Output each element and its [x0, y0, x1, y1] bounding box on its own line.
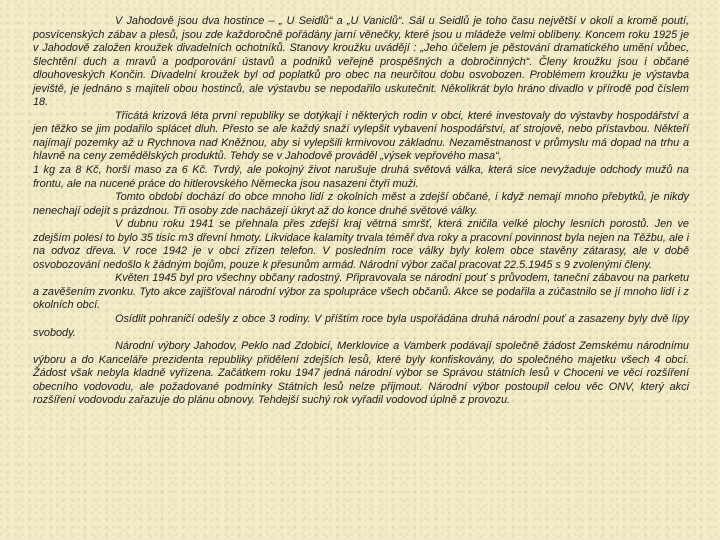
paragraph-pohranici: Osídlit pohraničí odešly z obce 3 rodiny. V příštím roce byla uspořádána druhá národní pouť a zasazeny byly dvě lípy svobody.	[33, 313, 689, 339]
paragraph-ceny-masa: 1 kg za 8 Kč, horší maso za 6 Kč. Tvrdý, ale pokojný život narušuje druhá světová válka, která sice nevyžaduje odchody mužů na frontu, ale na nucené práce do hitlerovského Německa jsou nasazeni čtyři muži.	[33, 164, 689, 190]
paragraph-narodni-vybory: Národní výbory Jahodov, Peklo nad Zdobicí, Merklovice a Vamberk podávají společně žádost Zemskému národnímu výboru a do Kanceláře prezidenta republiky přidělení zdejších lesů, které byly konfiskovány, do společného majetku všech 4 obcí. Žádost však nebyla kladně vyřízena. Začátkem roku 1947 jedná národní výbor se Správou státních lesů v Choceni ve věci rozšíření obecního vodovodu, ale požadované podmínky Státních lesů nelze přijmout. Národní výbor postoupil celou věc ONV, který akci rozšíření vodovodu zařazuje do plánu obnovy. Tehdejší suchý rok vyřadil vodovod úplně z provozu.	[33, 340, 689, 407]
paragraph-kveten-1945: Květen 1945 byl pro všechny občany radostný. Připravovala se národní pouť s průvodem, taneční zábavou na parketu a zavěšením zvonku. Tyto akce zajišťoval národní výbor za spolupráce všech občanů. Akce se podařila a zúčastnilo se jí mnoho lidí i z okolních obcí.	[33, 272, 689, 312]
paragraph-krizova-leta: Třicátá krizová léta první republiky se dotýkají i některých rodin v obci, které investovaly do výstavby hospodářství a jen těžko se jim podařilo splácet dluh. Přesto se ale každý snaží vylepšit vybavení hospodářství, ať strojově, nebo přístavbou. Někteří najímají pozemky až u Rychnova nad Kněžnou, aby si vylepšili krmivovou základnu. Nezaměstnanost v průmyslu má dopad na trhu a hlavně na ceny zemědělských produktů. Tehdy se v Jahodově prováděl „výsek vepřového masa“,	[33, 109, 689, 163]
paragraph-vetrna-smrst: V dubnu roku 1941 se přehnala přes zdejší kraj větrná smršť, která zničila velké plochy lesních porostů. Jen ve zdejším polesí to bylo 35 tisíc m3 dřevní hmoty. Likvidace kalamity trvala téměř dva roky a pracovní povinnost byla nejen na Těžbu, ale i na odvoz dřeva. V roce 1942 je v obci zřízen telefon. V posledním roce války byly kolem obce stavěny zátarasy, ale v době osvobozování nedošlo k žádným bojům, pouze k přesunům armád. Národní výbor začal pracovat 22.5.1945 s 9 zvolenými členy.	[33, 218, 689, 271]
paragraph-ukryt: Tomto období dochází do obce mnoho lidí z okolních měst a zdejší občané, i když nemají mnoho přebytků, je nikdy nenechají odejít s prázdnou. Tři osoby zde nacházejí úkryt až do konce druhé světové války.	[33, 191, 689, 217]
paragraph-hostince: V Jahodově jsou dva hostince – „ U Seidlů“ a „U Vaniclů“. Sál u Seidlů je toho času největší v okolí a kromě poutí, posvícenských zábav a plesů, jsou zde každoročně pořádány jarní věnečky, které jsou u mládeže velmi oblíbeny. Koncem roku 1925 je v Jahodově založen kroužek divadelních ochotníků. Stanovy kroužku uvádějí : „Jeho účelem je pěstování dramatického umění vůbec, šlechtění duch a mravů a podporování ústavů a podniků veřejně prospěšných a dobročinných“. Členy kroužku jsou i občané dlouhoveských Končin. Divadelní kroužek byl od poplatků pro obec na neurčitou dobu osvobozen. Problémem kroužku je výstavba jeviště, je jednáno s majiteli obou hostinců, ale výstavbu se nepodařilo uskutečnit. Několikrát bylo hráno divadlo v přírodě pod číslem 18.	[33, 15, 689, 109]
document-text	[33, 15, 689, 408]
